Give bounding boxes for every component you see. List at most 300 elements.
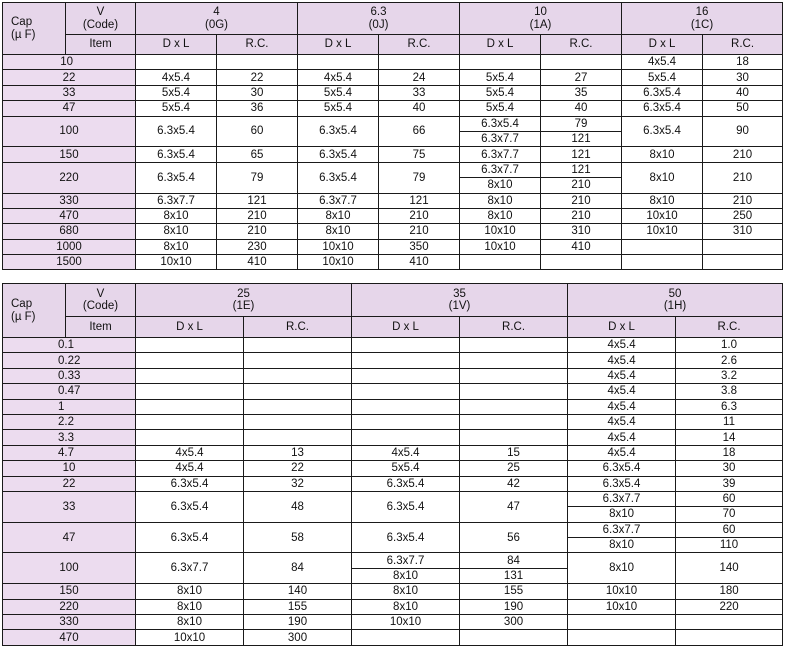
case-size-cell: 8x10 xyxy=(298,224,379,239)
ripple-current-cell: 210 xyxy=(703,193,783,208)
ripple-current-cell: 65 xyxy=(217,147,298,162)
case-size-cell: 5x5.4 xyxy=(352,461,460,476)
ripple-current-cell xyxy=(676,630,783,645)
case-size-cell: 6.3x5.4 xyxy=(352,522,460,553)
case-size-cell: 8x10 xyxy=(136,584,244,599)
capacitance-value: 680 xyxy=(3,224,136,239)
table-row xyxy=(3,615,783,630)
dxl-header: D x L xyxy=(568,317,676,338)
table1-body xyxy=(3,3,783,270)
voltage-group-header xyxy=(298,3,460,35)
case-size-cell: 6.3x5.4 xyxy=(136,522,244,553)
case-size-cell xyxy=(352,399,460,414)
item-header: Item xyxy=(66,35,136,55)
ripple-current-cell: 410 xyxy=(217,255,298,270)
case-size-cell: 4x5.4 xyxy=(568,338,676,353)
capacitance-value: 33 xyxy=(3,85,136,100)
ripple-current-cell: 110 xyxy=(676,538,783,553)
voltage-value: 35 xyxy=(453,287,466,300)
case-size-cell: 5x5.4 xyxy=(460,85,541,100)
case-size-cell: 4x5.4 xyxy=(568,414,676,429)
voltage-label: V xyxy=(96,6,105,19)
dxl-header: D x L xyxy=(298,35,379,55)
ripple-current-cell: 79 xyxy=(217,162,298,193)
header-row-voltage xyxy=(3,3,783,35)
case-size-cell: 10x10 xyxy=(136,255,217,270)
case-size-cell: 8x10 xyxy=(352,568,460,583)
ripple-current-cell: 58 xyxy=(244,522,352,553)
table-row xyxy=(3,353,783,368)
voltage-code: (1A) xyxy=(529,18,552,31)
ripple-current-cell: 24 xyxy=(379,70,460,85)
ripple-current-cell: 79 xyxy=(541,116,622,131)
case-size-cell xyxy=(136,353,244,368)
ripple-current-cell xyxy=(460,399,568,414)
ripple-current-cell: 75 xyxy=(379,147,460,162)
voltage-value: 6.3 xyxy=(370,6,387,19)
cap-header xyxy=(3,3,66,55)
case-size-cell xyxy=(460,55,541,70)
ripple-current-cell: 14 xyxy=(676,430,783,445)
case-size-cell: 10x10 xyxy=(622,224,703,239)
ripple-current-cell xyxy=(460,338,568,353)
voltage-value: 16 xyxy=(695,6,709,19)
voltage-label: V xyxy=(96,287,105,300)
rc-header: R.C. xyxy=(244,317,352,338)
case-size-cell: 10x10 xyxy=(298,239,379,254)
case-size-cell xyxy=(460,255,541,270)
table-row xyxy=(3,116,783,131)
case-size-cell: 8x10 xyxy=(460,208,541,223)
case-size-cell: 6.3x5.4 xyxy=(136,162,217,193)
ripple-current-cell xyxy=(244,353,352,368)
case-size-cell: 5x5.4 xyxy=(460,70,541,85)
table-row xyxy=(3,461,783,476)
case-size-cell xyxy=(136,55,217,70)
cap-unit-label: (µ F) xyxy=(11,28,36,41)
ripple-current-cell: 66 xyxy=(379,116,460,147)
ripple-current-cell: 25 xyxy=(460,461,568,476)
case-size-cell: 6.3x7.7 xyxy=(568,522,676,537)
table-row xyxy=(3,430,783,445)
ripple-current-cell: 47 xyxy=(460,491,568,522)
ripple-current-cell: 155 xyxy=(244,599,352,614)
rc-header: R.C. xyxy=(676,317,783,338)
capacitance-value: 0.33 xyxy=(3,368,136,383)
case-size-cell xyxy=(352,338,460,353)
voltage-group-header xyxy=(460,3,622,35)
case-size-cell: 6.3x5.4 xyxy=(568,461,676,476)
table-row xyxy=(3,630,783,645)
voltage-code: (1C) xyxy=(690,18,714,31)
table-row xyxy=(3,414,783,429)
voltage-value: 4 xyxy=(213,6,220,19)
ripple-current-cell: 6.3 xyxy=(676,399,783,414)
case-size-cell: 6.3x5.4 xyxy=(352,491,460,522)
voltage-code-header xyxy=(66,3,136,35)
capacitance-value: 0.47 xyxy=(3,384,136,399)
case-size-cell xyxy=(352,414,460,429)
ripple-current-cell xyxy=(541,55,622,70)
voltage-group-header xyxy=(136,284,352,317)
ripple-current-cell: 70 xyxy=(676,507,783,522)
ripple-current-cell: 121 xyxy=(541,162,622,177)
table-row xyxy=(3,338,783,353)
ripple-current-cell: 18 xyxy=(703,55,783,70)
voltage-code: (0G) xyxy=(205,18,228,31)
ripple-current-cell: 350 xyxy=(379,239,460,254)
capacitance-value: 22 xyxy=(3,476,136,491)
ripple-current-cell: 22 xyxy=(244,461,352,476)
table-row xyxy=(3,193,783,208)
case-size-cell: 6.3x7.7 xyxy=(352,553,460,568)
ripple-current-cell: 210 xyxy=(541,208,622,223)
capacitance-value: 330 xyxy=(3,193,136,208)
ripple-current-cell: 60 xyxy=(676,491,783,506)
capacitance-value: 3.3 xyxy=(3,430,136,445)
ripple-current-cell: 3.2 xyxy=(676,368,783,383)
cap-label: Cap xyxy=(11,298,33,311)
ripple-current-cell: 210 xyxy=(541,193,622,208)
table-row xyxy=(3,368,783,383)
ripple-current-cell: 220 xyxy=(676,599,783,614)
capacitance-value: 1000 xyxy=(3,239,136,254)
ripple-current-cell xyxy=(460,368,568,383)
ripple-current-cell: 210 xyxy=(217,224,298,239)
ripple-current-cell: 410 xyxy=(379,255,460,270)
table-row xyxy=(3,491,783,506)
ripple-current-cell xyxy=(460,353,568,368)
ripple-current-cell: 210 xyxy=(703,162,783,193)
case-size-cell: 6.3x7.7 xyxy=(298,193,379,208)
case-size-cell: 6.3x5.4 xyxy=(298,116,379,147)
case-size-cell: 6.3x5.4 xyxy=(136,476,244,491)
cap-label: Cap xyxy=(11,16,33,29)
code-label: (Code) xyxy=(82,18,119,31)
rc-header: R.C. xyxy=(460,317,568,338)
capacitance-value: 1500 xyxy=(3,255,136,270)
ripple-current-cell xyxy=(460,430,568,445)
ripple-current-cell: 48 xyxy=(244,491,352,522)
case-size-cell: 10x10 xyxy=(460,239,541,254)
dxl-header: D x L xyxy=(622,35,703,55)
ripple-current-cell xyxy=(460,384,568,399)
ripple-current-cell: 30 xyxy=(217,85,298,100)
cap-unit-label: (µ F) xyxy=(11,310,36,323)
ripple-current-cell: 300 xyxy=(244,630,352,645)
case-size-cell: 10x10 xyxy=(352,615,460,630)
rc-header: R.C. xyxy=(379,35,460,55)
ripple-current-cell xyxy=(379,55,460,70)
case-size-cell xyxy=(352,630,460,645)
capacitance-value: 47 xyxy=(3,101,136,116)
table-row xyxy=(3,476,783,491)
table-row xyxy=(3,147,783,162)
case-size-cell: 5x5.4 xyxy=(298,101,379,116)
cap-header xyxy=(3,284,66,338)
case-size-cell xyxy=(352,368,460,383)
case-size-cell: 6.3x5.4 xyxy=(622,101,703,116)
ripple-current-cell: 30 xyxy=(703,70,783,85)
ripple-current-cell: 35 xyxy=(541,85,622,100)
ripple-current-cell: 60 xyxy=(676,522,783,537)
case-size-cell: 6.3x7.7 xyxy=(460,147,541,162)
case-size-cell xyxy=(352,384,460,399)
ripple-current-cell: 250 xyxy=(703,208,783,223)
case-size-cell: 4x5.4 xyxy=(298,70,379,85)
ripple-current-cell: 190 xyxy=(460,599,568,614)
dxl-header: D x L xyxy=(460,35,541,55)
ripple-current-cell: 84 xyxy=(244,553,352,584)
case-size-cell xyxy=(622,255,703,270)
case-size-cell xyxy=(136,384,244,399)
case-size-cell: 6.3x5.4 xyxy=(622,85,703,100)
table-row xyxy=(3,162,783,177)
ripple-current-cell: 121 xyxy=(379,193,460,208)
header-row-item xyxy=(3,317,783,338)
table-row xyxy=(3,224,783,239)
case-size-cell: 6.3x7.7 xyxy=(460,162,541,177)
ripple-current-cell: 15 xyxy=(460,445,568,460)
ripple-current-cell xyxy=(703,255,783,270)
table-row xyxy=(3,599,783,614)
capacitance-value: 10 xyxy=(3,461,136,476)
ripple-current-cell xyxy=(244,414,352,429)
ripple-current-cell: 32 xyxy=(244,476,352,491)
voltage-code: (1V) xyxy=(448,300,471,312)
case-size-cell: 4x5.4 xyxy=(136,445,244,460)
case-size-cell xyxy=(352,353,460,368)
case-size-cell: 10x10 xyxy=(136,630,244,645)
table-row xyxy=(3,101,783,116)
table-row xyxy=(3,399,783,414)
case-size-cell xyxy=(622,239,703,254)
item-header: Item xyxy=(66,317,136,338)
header-row-voltage xyxy=(3,284,783,317)
case-size-cell: 4x5.4 xyxy=(352,445,460,460)
capacitance-value: 220 xyxy=(3,162,136,193)
table-row xyxy=(3,239,783,254)
ripple-current-cell: 50 xyxy=(703,101,783,116)
ripple-current-cell: 190 xyxy=(244,615,352,630)
ripple-current-cell: 310 xyxy=(541,224,622,239)
ripple-current-cell: 210 xyxy=(541,178,622,193)
case-size-cell: 8x10 xyxy=(568,538,676,553)
case-size-cell: 10x10 xyxy=(568,599,676,614)
voltage-group-header xyxy=(352,284,568,317)
ripple-current-cell: 40 xyxy=(541,101,622,116)
case-size-cell xyxy=(568,615,676,630)
ripple-current-cell: 140 xyxy=(244,584,352,599)
ripple-current-cell: 18 xyxy=(676,445,783,460)
capacitance-value: 1 xyxy=(3,399,136,414)
dxl-header: D x L xyxy=(136,35,217,55)
code-label: (Code) xyxy=(82,300,119,312)
ripple-current-cell: 210 xyxy=(379,224,460,239)
case-size-cell: 8x10 xyxy=(352,584,460,599)
table-row xyxy=(3,255,783,270)
rc-header: R.C. xyxy=(541,35,622,55)
ripple-current-cell: 3.8 xyxy=(676,384,783,399)
capacitance-value: 33 xyxy=(3,491,136,522)
case-size-cell: 10x10 xyxy=(298,255,379,270)
case-size-cell xyxy=(298,55,379,70)
voltage-value: 25 xyxy=(237,287,250,300)
case-size-cell: 4x5.4 xyxy=(622,55,703,70)
capacitance-value: 330 xyxy=(3,615,136,630)
case-size-cell: 8x10 xyxy=(352,599,460,614)
case-size-cell: 8x10 xyxy=(622,193,703,208)
case-size-cell: 4x5.4 xyxy=(568,445,676,460)
ripple-current-cell: 60 xyxy=(217,116,298,147)
case-size-cell: 10x10 xyxy=(460,224,541,239)
ripple-current-cell: 40 xyxy=(703,85,783,100)
ripple-current-cell xyxy=(676,615,783,630)
voltage-value: 10 xyxy=(534,6,547,19)
case-size-cell: 10x10 xyxy=(622,208,703,223)
case-size-cell: 6.3x7.7 xyxy=(136,553,244,584)
case-size-cell: 8x10 xyxy=(136,615,244,630)
table-row xyxy=(3,208,783,223)
header-row-item xyxy=(3,35,783,55)
ripple-current-cell: 2.6 xyxy=(676,353,783,368)
case-size-cell: 5x5.4 xyxy=(460,101,541,116)
case-size-cell xyxy=(568,630,676,645)
capacitance-value: 4.7 xyxy=(3,445,136,460)
case-size-cell: 5x5.4 xyxy=(136,101,217,116)
ripple-current-cell: 22 xyxy=(217,70,298,85)
ripple-current-cell: 11 xyxy=(676,414,783,429)
voltage-group-header xyxy=(622,3,783,35)
case-size-cell xyxy=(136,430,244,445)
case-size-cell: 6.3x7.7 xyxy=(568,491,676,506)
case-size-cell: 4x5.4 xyxy=(568,384,676,399)
ripple-current-cell: 121 xyxy=(217,193,298,208)
case-size-cell: 6.3x5.4 xyxy=(136,116,217,147)
case-size-cell: 10x10 xyxy=(568,584,676,599)
ripple-current-cell xyxy=(244,338,352,353)
dxl-header: D x L xyxy=(352,317,460,338)
case-size-cell: 8x10 xyxy=(136,208,217,223)
capacitance-value: 470 xyxy=(3,208,136,223)
ripple-current-cell: 121 xyxy=(541,131,622,146)
capacitance-value: 10 xyxy=(3,55,136,70)
voltage-code: (1E) xyxy=(232,300,255,312)
ripple-current-cell: 36 xyxy=(217,101,298,116)
case-size-cell xyxy=(136,338,244,353)
case-size-cell: 8x10 xyxy=(622,162,703,193)
case-size-cell: 6.3x5.4 xyxy=(298,162,379,193)
case-size-cell xyxy=(136,399,244,414)
case-size-cell: 4x5.4 xyxy=(136,70,217,85)
ripple-current-cell: 40 xyxy=(379,101,460,116)
case-size-cell xyxy=(136,414,244,429)
case-size-cell: 4x5.4 xyxy=(568,430,676,445)
ripple-current-cell: 230 xyxy=(217,239,298,254)
voltage-value: 50 xyxy=(668,287,682,300)
table-row xyxy=(3,522,783,537)
capacitance-value: 220 xyxy=(3,599,136,614)
ripple-current-cell xyxy=(460,630,568,645)
ripple-current-cell: 79 xyxy=(379,162,460,193)
case-size-cell xyxy=(136,368,244,383)
capacitor-table-low-voltage xyxy=(2,2,783,270)
case-size-cell: 8x10 xyxy=(460,178,541,193)
capacitance-value: 150 xyxy=(3,584,136,599)
ripple-current-cell: 27 xyxy=(541,70,622,85)
case-size-cell: 4x5.4 xyxy=(136,461,244,476)
ripple-current-cell: 180 xyxy=(676,584,783,599)
rc-header: R.C. xyxy=(217,35,298,55)
table-row xyxy=(3,55,783,70)
ripple-current-cell xyxy=(703,239,783,254)
ripple-current-cell: 140 xyxy=(676,553,783,584)
rc-header: R.C. xyxy=(703,35,783,55)
ripple-current-cell xyxy=(541,255,622,270)
capacitance-value: 47 xyxy=(3,522,136,553)
table-row xyxy=(3,384,783,399)
voltage-code: (1H) xyxy=(663,300,687,312)
case-size-cell: 4x5.4 xyxy=(568,368,676,383)
case-size-cell: 6.3x7.7 xyxy=(136,193,217,208)
case-size-cell: 5x5.4 xyxy=(622,70,703,85)
case-size-cell: 5x5.4 xyxy=(136,85,217,100)
case-size-cell: 6.3x5.4 xyxy=(460,116,541,131)
ripple-current-cell: 210 xyxy=(379,208,460,223)
capacitance-value: 0.22 xyxy=(3,353,136,368)
ripple-current-cell xyxy=(244,399,352,414)
table-row xyxy=(3,70,783,85)
case-size-cell: 4x5.4 xyxy=(568,399,676,414)
voltage-code: (0J) xyxy=(368,18,389,31)
case-size-cell: 8x10 xyxy=(568,507,676,522)
case-size-cell: 8x10 xyxy=(136,239,217,254)
case-size-cell: 8x10 xyxy=(460,193,541,208)
case-size-cell: 6.3x5.4 xyxy=(568,476,676,491)
capacitance-value: 100 xyxy=(3,553,136,584)
table-row xyxy=(3,445,783,460)
ripple-current-cell: 56 xyxy=(460,522,568,553)
voltage-code-header xyxy=(66,284,136,317)
ripple-current-cell xyxy=(460,414,568,429)
ripple-current-cell: 155 xyxy=(460,584,568,599)
capacitance-value: 150 xyxy=(3,147,136,162)
ripple-current-cell xyxy=(244,430,352,445)
ripple-current-cell: 84 xyxy=(460,553,568,568)
ripple-current-cell: 310 xyxy=(703,224,783,239)
case-size-cell: 8x10 xyxy=(298,208,379,223)
case-size-cell: 8x10 xyxy=(136,224,217,239)
ripple-current-cell: 210 xyxy=(217,208,298,223)
ripple-current-cell: 131 xyxy=(460,568,568,583)
ripple-current-cell: 33 xyxy=(379,85,460,100)
ripple-current-cell: 42 xyxy=(460,476,568,491)
ripple-current-cell xyxy=(244,384,352,399)
table-row xyxy=(3,584,783,599)
voltage-group-header xyxy=(568,284,783,317)
case-size-cell xyxy=(352,430,460,445)
capacitor-table-high-voltage xyxy=(2,283,783,646)
ripple-current-cell: 410 xyxy=(541,239,622,254)
case-size-cell: 6.3x5.4 xyxy=(352,476,460,491)
capacitance-value: 22 xyxy=(3,70,136,85)
case-size-cell: 8x10 xyxy=(622,147,703,162)
ripple-current-cell xyxy=(244,368,352,383)
voltage-group-header xyxy=(136,3,298,35)
table2-body xyxy=(3,284,783,646)
capacitance-value: 470 xyxy=(3,630,136,645)
table-row xyxy=(3,553,783,568)
